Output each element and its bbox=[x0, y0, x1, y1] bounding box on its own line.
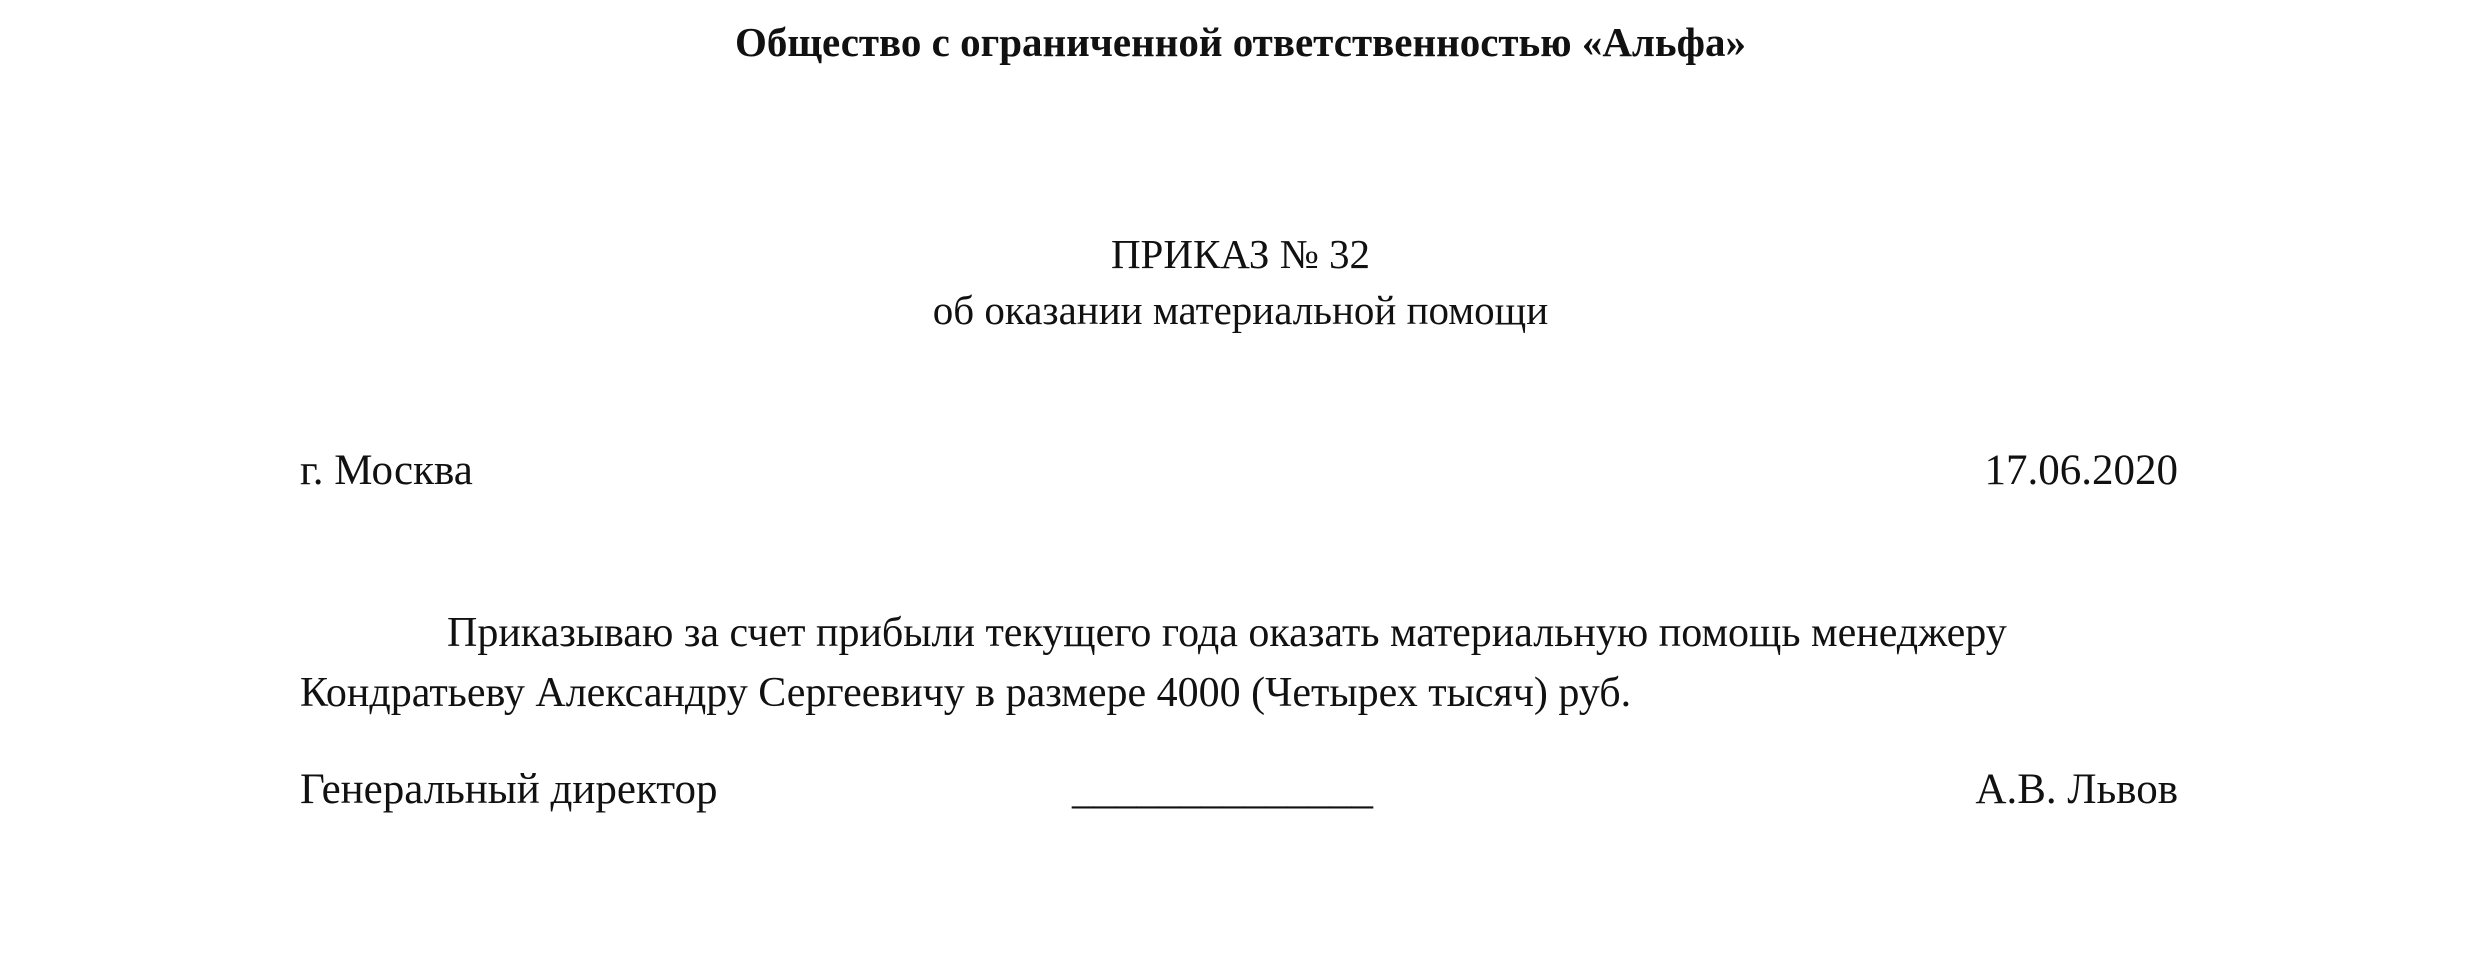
order-subject: об оказании материальной помощи bbox=[932, 287, 1549, 333]
order-date: 17.06.2020 bbox=[1984, 447, 2178, 494]
signer-position: Генеральный директор bbox=[300, 766, 718, 813]
order-title: ПРИКАЗ № 32 bbox=[1110, 231, 1371, 277]
organization-name: Общество с ограниченной ответственностью «Альфа» bbox=[735, 19, 1746, 65]
order-city: г. Москва bbox=[300, 447, 473, 494]
signature-line: ______________ bbox=[1072, 766, 1373, 813]
signer-name: А.В. Львов bbox=[1975, 766, 2178, 813]
order-text-line-1: Приказываю за счет прибыли текущего года оказать материальную помощь менеджеру bbox=[447, 610, 2007, 656]
order-text-line-2: Кондратьеву Александру Сергеевичу в размере 4000 (Четырех тысяч) руб. bbox=[300, 670, 1632, 716]
